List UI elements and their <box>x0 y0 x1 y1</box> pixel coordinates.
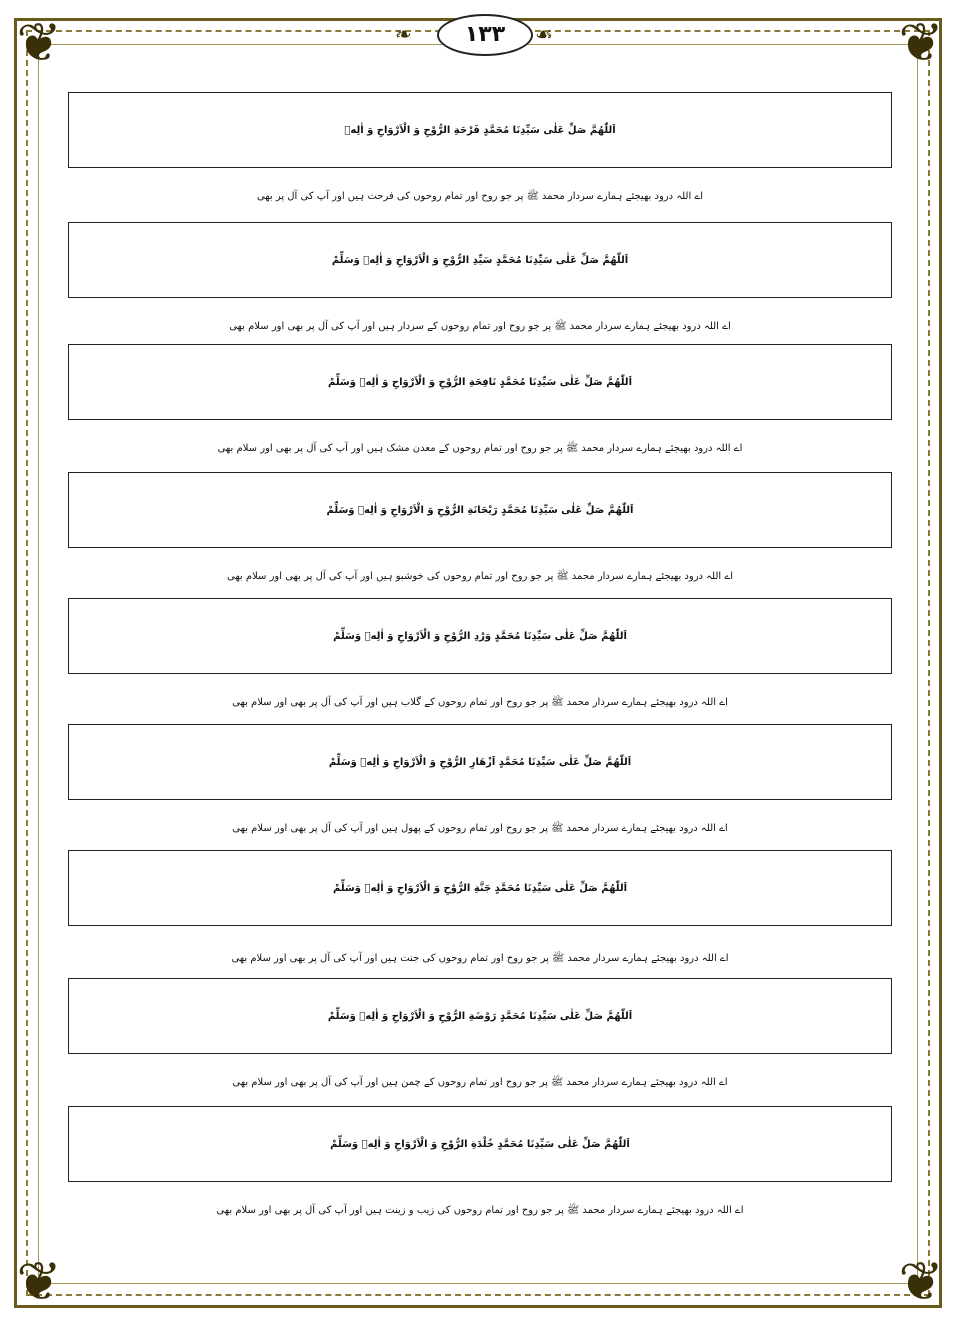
arabic-dua-text: اَللّٰهُمَّ صَلِّ عَلٰى سَيِّدِنَا مُحَمَّدٍ اَزْهَارِ الرُّوْحِ وَ الْاَرْوَاحِ وَ اٰلِهٖ وَسَلِّمْ <box>328 757 632 768</box>
arabic-dua-text: اَللّٰهُمَّ صَلِّ عَلٰى سَيِّدِنَا مُحَمَّدٍ جَنَّةِ الرُّوْحِ وَ الْاَرْوَاحِ وَ اٰلِهٖ وَسَلِّمْ <box>332 883 628 894</box>
arabic-dua-box <box>68 724 892 800</box>
urdu-translation: اے اللہ درود بھیجئے ہمارے سردار محمد ﷺ پر جو روح اور تمام روحوں کے چمن ہیں اور آپ کی آل پر بھی اور سلام بھی <box>232 1077 728 1088</box>
arabic-dua-box <box>68 92 892 168</box>
corner-ornament-icon: ❦ <box>898 11 944 74</box>
arabic-dua-box <box>68 850 892 926</box>
arabic-dua-text: اَللّٰهُمَّ صَلِّ عَلٰى سَيِّدِنَا مُحَمَّدٍ فَرْحَةِ الرُّوْحِ وَ الْاَرْوَاحِ وَ اٰلِهٖ <box>344 125 616 136</box>
page-number: ۱۳۳ <box>437 14 533 56</box>
arabic-dua-text: اَللّٰهُمَّ صَلِّ عَلٰى سَيِّدِنَا مُحَمَّدٍ سَيِّدِ الرُّوْحِ وَ الْاَرْوَاحِ وَ اٰلِهٖ وَسَلِّمْ <box>331 255 629 266</box>
urdu-translation: اے اللہ درود بھیجئے ہمارے سردار محمد ﷺ پر جو روح اور تمام روحوں کے پھول ہیں اور آپ کی آل پر بھی اور سلام بھی <box>232 823 728 834</box>
arabic-dua-text: اَللّٰهُمَّ صَلِّ عَلٰى سَيِّدِنَا مُحَمَّدٍ خُلْدَةِ الرُّوْحِ وَ الْاَرْوَاحِ وَ اٰلِهٖ وَسَلِّمْ <box>330 1139 630 1150</box>
urdu-translation: اے اللہ درود بھیجئے ہمارے سردار محمد ﷺ پر جو روح اور تمام روحوں کے معدن مشک ہیں اور آپ کی آل پر بھی اور سلام بھی <box>217 443 743 454</box>
arabic-dua-text: اَللّٰهُمَّ صَلِّ عَلٰى سَيِّدِنَا مُحَمَّدٍ وَرْدِ الرُّوْحِ وَ الْاَرْوَاحِ وَ اٰلِهٖ وَسَلِّمْ <box>333 631 627 642</box>
arabic-dua-box <box>68 978 892 1054</box>
arabic-dua-text: اَللّٰهُمَّ صَلِّ عَلٰى سَيِّدِنَا مُحَمَّدٍ رَوْضَةِ الرُّوْحِ وَ الْاَرْوَاحِ وَ اٰلِهٖ وَسَلِّمْ <box>327 1011 633 1022</box>
arabic-dua-box <box>68 1106 892 1182</box>
corner-ornament-icon: ❦ <box>16 11 62 74</box>
arabic-dua-text: اَللّٰهُمَّ صَلِّ عَلٰى سَيِّدِنَا مُحَمَّدٍ رَيْحَانَةِ الرُّوْحِ وَ الْاَرْوَاحِ وَ اٰلِهٖ وَسَلِّمْ <box>326 505 634 516</box>
urdu-translation: اے اللہ درود بھیجئے ہمارے سردار محمد ﷺ پر جو روح اور تمام روحوں کی خوشبو ہیں اور آپ کی آل پر بھی اور سلام بھی <box>226 571 733 582</box>
scroll-ornament-icon: ☙ <box>535 22 553 46</box>
corner-ornament-icon: ❦ <box>16 1250 62 1313</box>
arabic-dua-box <box>68 598 892 674</box>
corner-ornament-icon: ❦ <box>898 1250 944 1313</box>
arabic-dua-box <box>68 222 892 298</box>
scroll-ornament-icon: ❧ <box>395 22 412 46</box>
urdu-translation: اے اللہ درود بھیجئے ہمارے سردار محمد ﷺ پر جو روح اور تمام روحوں کے گلاب ہیں اور آپ کی آل پر بھی اور سلام بھی <box>232 697 728 708</box>
urdu-translation: اے اللہ درود بھیجئے ہمارے سردار محمد ﷺ پر جو روح اور تمام روحوں کی زیب و زینت ہیں اور آپ کی آل پر بھی اور سلام بھی <box>216 1205 744 1216</box>
arabic-dua-box <box>68 472 892 548</box>
urdu-translation: اے اللہ درود بھیجئے ہمارے سردار محمد ﷺ پر جو روح اور تمام روحوں کی جنت ہیں اور آپ کی آل پر بھی اور سلام بھی <box>231 953 729 964</box>
arabic-dua-box <box>68 344 892 420</box>
urdu-translation: اے اللہ درود بھیجئے ہمارے سردار محمد ﷺ پر جو روح اور تمام روحوں کے سردار ہیں اور آپ کی آل پر بھی اور سلام بھی <box>229 321 731 332</box>
urdu-translation: اے اللہ درود بھیجئے ہمارے سردار محمد ﷺ پر جو روح اور تمام روحوں کی فرحت ہیں اور آپ کی آل پر بھی <box>256 191 704 202</box>
arabic-dua-text: اَللّٰهُمَّ صَلِّ عَلٰى سَيِّدِنَا مُحَمَّدٍ نَافِحَةِ الرُّوْحِ وَ الْاَرْوَاحِ وَ اٰلِهٖ وَسَلِّمْ <box>328 377 632 388</box>
